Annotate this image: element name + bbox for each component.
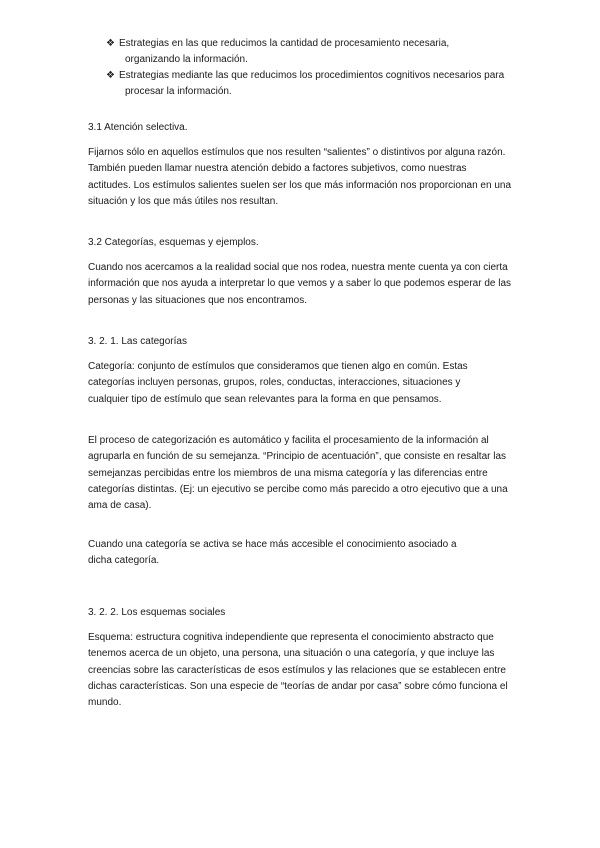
bullet-text-line: procesar la información. [125, 86, 232, 97]
paragraph-activacion-categoria [88, 537, 518, 570]
text-line: ama de casa). [88, 500, 152, 512]
text-line: categorías distintas. (Ej: un ejecutivo se percibe como más parecido a otro ejecutivo que a una [88, 483, 508, 495]
paragraph-categorias-esquemas [88, 260, 518, 309]
bullet-text-line: Estrategias mediante las que reducimos los procedimientos cognitivos necesarios para [119, 70, 505, 81]
section-heading-atencion-selectiva: 3.1 Atención selectiva. [88, 122, 188, 133]
bullet-list [106, 36, 526, 100]
text-line: Esquema: estructura cognitiva independiente que representa el conocimiento abstracto que [88, 632, 494, 643]
paragraph-categoria-definicion [88, 359, 518, 408]
list-item [106, 68, 526, 100]
bullet-text-line: organizando la información. [125, 54, 248, 65]
text-line: dichas características. Son una especie de “teorías de andar por casa” sobre cómo funciona el [88, 680, 508, 692]
paragraph-categorizacion [88, 433, 518, 514]
text-line: cualquier tipo de estímulo que sean relevantes para la forma en que pensamos. [88, 393, 442, 405]
section-heading-categorias-esquemas: 3.2 Categorías, esquemas y ejemplos. [88, 237, 259, 248]
text-line: Categoría: conjunto de estímulos que consideramos que tienen algo en común. Estas [88, 361, 468, 372]
text-line: tenemos acerca de un objeto, una persona, una situación o una categoría, y que incluye las [88, 648, 495, 660]
text-line: También pueden llamar nuestra atención debido a factores subjetivos, como nuestras [88, 163, 467, 175]
text-line: El proceso de categorización es automático y facilita el procesamiento de la información al [88, 435, 489, 446]
text-line: dicha categoría. [88, 555, 160, 567]
text-line: personas y las situaciones que nos encontramos. [88, 294, 308, 306]
diamond-bullet-icon: ❖ [106, 38, 115, 49]
text-line: situación y los que más útiles nos resultan. [88, 195, 279, 207]
text-line: Cuando una categoría se activa se hace más accesible el conocimiento asociado a [88, 539, 457, 550]
text-line: semejanzas percibidas entre los miembros de una misma categoría y las diferencias entre [88, 467, 488, 479]
section-heading-las-categorias: 3. 2. 1. Las categorías [88, 336, 187, 347]
text-line: categorías incluyen personas, grupos, roles, conductas, interacciones, situaciones y [88, 377, 461, 389]
section-heading-esquemas-sociales: 3. 2. 2. Los esquemas sociales [88, 607, 226, 618]
paragraph-atencion-selectiva [88, 145, 518, 210]
paragraph-esquemas-sociales [88, 630, 518, 711]
text-line: agruparla en función de su semejanza. “Principio de acentuación”, que consiste en resaltar las [88, 451, 507, 463]
text-line: mundo. [88, 697, 122, 709]
text-line: Cuando nos acercamos a la realidad social que nos rodea, nuestra mente cuenta ya con cierta [88, 262, 508, 273]
bullet-text-line: Estrategias en las que reducimos la cantidad de procesamiento necesaria, [119, 38, 450, 49]
text-line: actitudes. Los estímulos salientes suelen ser los que más información nos proporcionan en una [88, 179, 512, 191]
text-line: creencias sobre las características de esos estímulos y las relaciones que se establecen entre [88, 664, 506, 676]
text-line: información que nos ayuda a interpretar lo que vemos y a saber lo que podemos esperar de las [88, 278, 512, 290]
text-line: Fijarnos sólo en aquellos estímulos que nos resulten “salientes” o distintivos por alguna razón. [88, 147, 506, 158]
list-item [106, 36, 526, 68]
diamond-bullet-icon: ❖ [106, 70, 115, 81]
